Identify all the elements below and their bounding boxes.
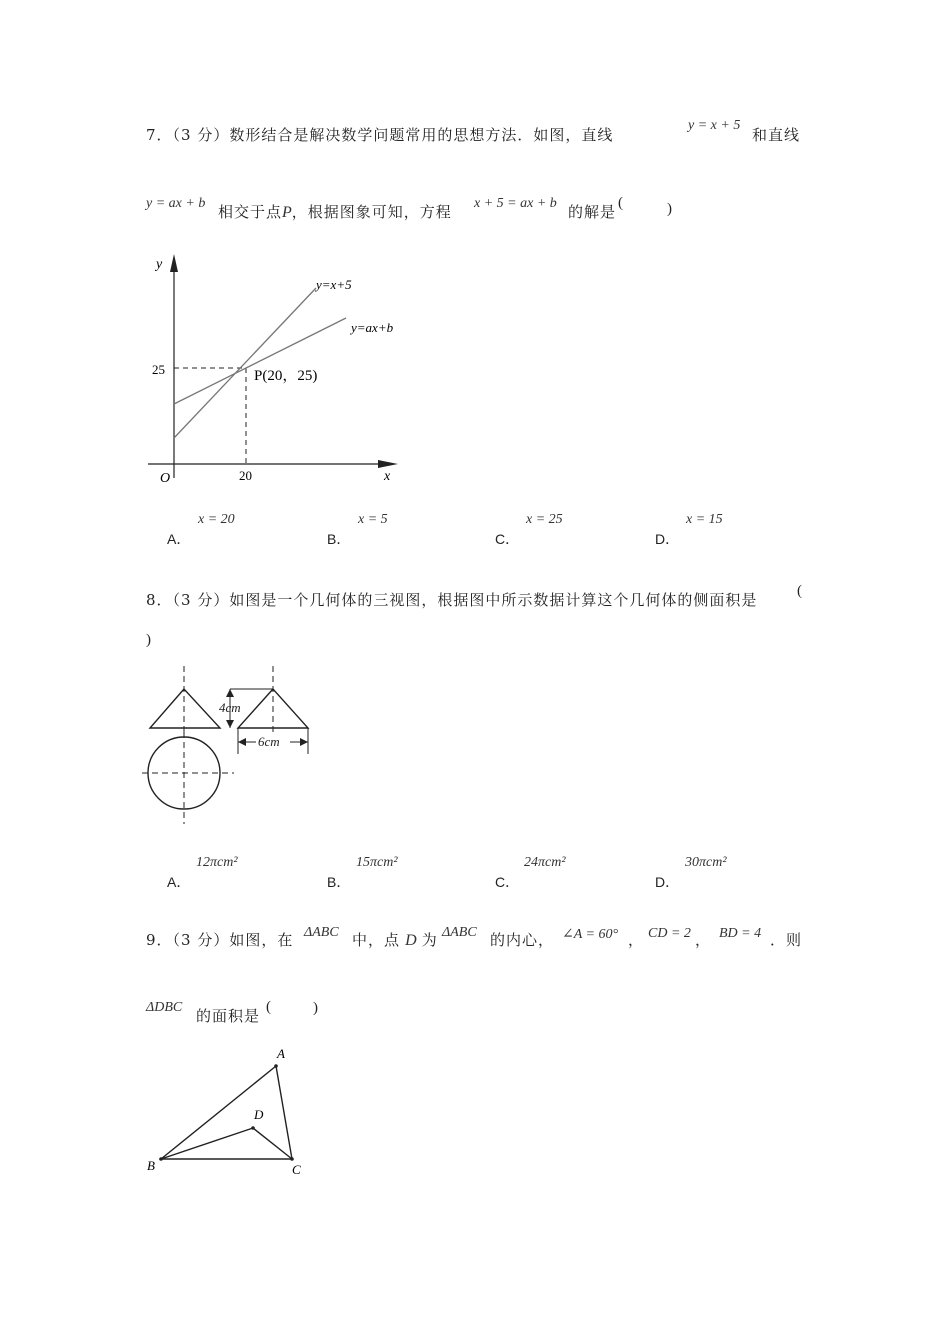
q9-tri1: ΔABC: [304, 925, 339, 940]
q7-line2: [218, 201, 452, 222]
x-tick-label: 20: [239, 468, 252, 483]
q9-triangle-figure: [140, 1040, 320, 1180]
q7-text4: ，根据图象可知，方程: [291, 203, 452, 221]
line-y-ax-plus-b: [174, 318, 346, 404]
label-a: A: [277, 1046, 285, 1061]
q7-paren-open: (: [618, 195, 623, 211]
q8-option-b-value: 15πcm²: [356, 855, 398, 870]
q7-text3: 相交于点: [218, 203, 283, 221]
q7-option-a-value: x = 20: [198, 512, 235, 527]
q7-text1: 数形结合是解决数学问题常用的思想方法．如图，直线: [229, 126, 614, 144]
q9-point-d: D: [405, 932, 417, 949]
q8-option-c-value: 24πcm²: [524, 855, 566, 870]
q9-text3: 为: [421, 931, 438, 949]
width-label: 6cm: [258, 734, 280, 749]
label-c: C: [292, 1162, 301, 1177]
q8-score: （3 分）: [172, 591, 230, 609]
point-d-dot: [251, 1126, 255, 1130]
q8-three-views: [140, 662, 320, 830]
q9-paren-open: (: [266, 999, 271, 1015]
q9-text5: ．则: [770, 931, 803, 949]
q8-number: 8．: [146, 591, 173, 609]
q9-text1: 如图，在: [229, 931, 294, 949]
q7-option-c[interactable]: C．: [495, 531, 520, 547]
q7-paren-close: ): [667, 201, 672, 217]
q9-tri3: ΔDBC: [146, 1000, 183, 1015]
origin-label: O: [160, 471, 171, 486]
x-axis-arrow-icon: [378, 460, 398, 468]
segment-cd: [253, 1128, 292, 1159]
q8-paren-open: (: [797, 583, 802, 599]
q9-number: 9．: [146, 931, 173, 949]
q9-sep2: ，: [695, 931, 712, 949]
q7-point: P: [282, 204, 292, 221]
q9-score: （3 分）: [172, 931, 230, 949]
segment-bd: [161, 1128, 253, 1159]
y-axis-arrow-icon: [170, 254, 178, 272]
height-arrow-down-icon: [226, 720, 234, 728]
line1-label: y=x+5: [316, 277, 352, 292]
q8-option-c[interactable]: C．: [495, 874, 520, 890]
q8-option-d[interactable]: D．: [655, 874, 680, 890]
point-p-label: P(20，25): [254, 368, 318, 384]
x-axis-label: x: [384, 469, 391, 484]
point-b-dot: [159, 1157, 163, 1161]
q9-line1: [146, 929, 293, 950]
label-d: D: [254, 1107, 264, 1122]
q8-option-d-value: 30πcm²: [685, 855, 727, 870]
q9-cond1: ∠A = 60°: [562, 927, 619, 942]
q9-cond2: CD = 2: [648, 926, 691, 941]
q8-option-a[interactable]: A．: [167, 874, 191, 890]
q7-option-d[interactable]: D．: [655, 531, 680, 547]
q7-score: （3 分）: [172, 126, 230, 144]
q9-line1b: [352, 929, 438, 950]
q8-option-b[interactable]: B．: [327, 874, 351, 890]
q9-text6: 的面积是: [196, 1007, 261, 1025]
height-label: 4cm: [219, 700, 241, 715]
q7-option-d-value: x = 15: [686, 512, 723, 527]
q7-text2: 和直线: [752, 126, 801, 144]
width-arrow-right-icon: [300, 738, 308, 746]
q8-paren-close: ): [146, 632, 151, 648]
q7-eq2: y = ax + b: [146, 196, 206, 211]
q7-graph: [140, 248, 420, 488]
point-a-dot: [274, 1064, 278, 1068]
q9-cond3: BD = 4: [719, 926, 762, 941]
q7-option-b[interactable]: B．: [327, 531, 351, 547]
y-tick-label: 25: [152, 362, 165, 377]
q7-text5: 的解是: [568, 203, 617, 221]
q7-number: 7．: [146, 126, 173, 144]
q7-option-c-value: x = 25: [526, 512, 563, 527]
q8-line1: [146, 589, 757, 610]
q9-text2: 中，点: [352, 931, 401, 949]
q7-line1: [146, 124, 613, 145]
q8-text: 如图是一个几何体的三视图，根据图中所示数据计算这个几何体的侧面积是: [229, 591, 758, 609]
q7-option-a[interactable]: A．: [167, 531, 191, 547]
y-axis-label: y: [156, 257, 163, 272]
q9-text4: 的内心，: [490, 931, 555, 949]
q7-eq3: x + 5 = ax + b: [474, 196, 557, 211]
line-y-x-plus-5: [174, 288, 316, 438]
q7-option-b-value: x = 5: [358, 512, 388, 527]
q9-sep1: ，: [628, 931, 645, 949]
q8-option-a-value: 12πcm²: [196, 855, 238, 870]
label-b: B: [147, 1158, 155, 1173]
front-view-triangle: [150, 689, 220, 728]
line2-label: y=ax+b: [351, 320, 394, 335]
triangle-abc: [161, 1066, 292, 1159]
q9-tri2: ΔABC: [442, 925, 477, 940]
q7-eq1: y = x + 5: [688, 118, 741, 133]
height-arrow-up-icon: [226, 689, 234, 697]
q9-paren-close: ): [313, 1000, 318, 1016]
point-c-dot: [290, 1157, 294, 1161]
width-arrow-left-icon: [238, 738, 246, 746]
